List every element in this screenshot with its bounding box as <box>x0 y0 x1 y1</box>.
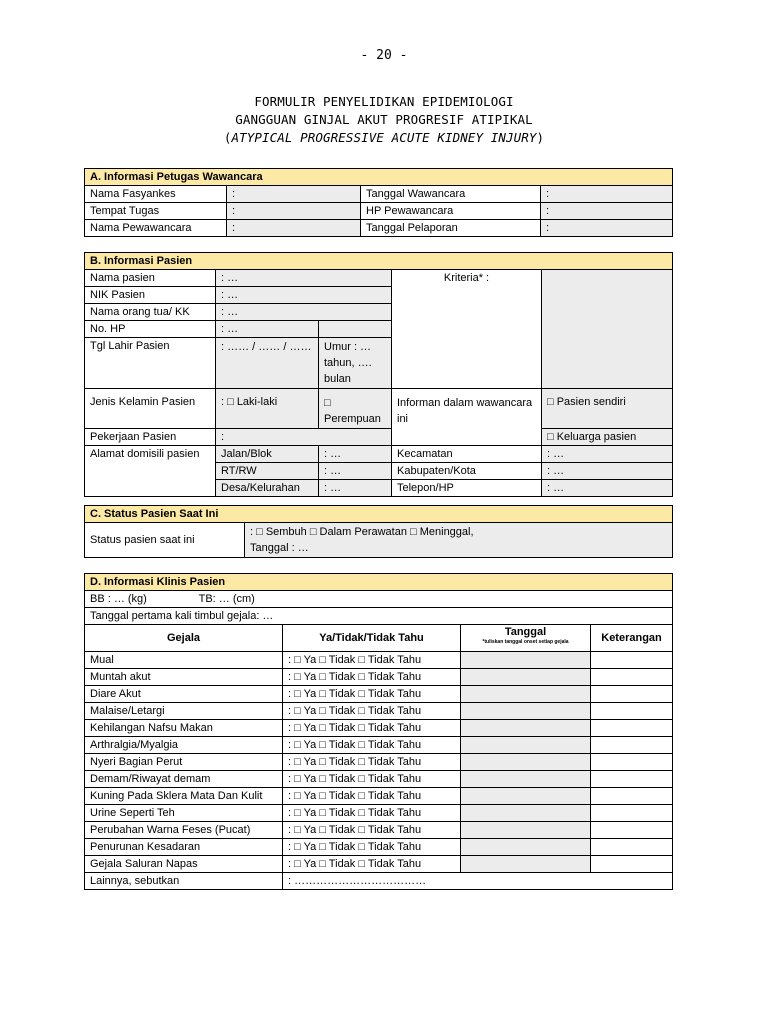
label-nama-pewawancara: Nama Pewawancara <box>85 220 227 237</box>
input-nama-pewawancara[interactable]: : <box>227 220 361 237</box>
symptom-label: Kuning Pada Sklera Mata Dan Kulit <box>85 788 283 805</box>
label-no-hp: No. HP <box>85 321 216 338</box>
symptom-keterangan-input[interactable] <box>591 788 673 805</box>
symptom-row <box>85 720 673 737</box>
section-a-table <box>84 168 673 237</box>
label-pekerjaan: Pekerjaan Pasien <box>85 429 216 446</box>
symptom-label: Nyeri Bagian Perut <box>85 754 283 771</box>
symptom-row <box>85 839 673 856</box>
label-desa: Desa/Kelurahan <box>216 480 319 497</box>
section-d-table <box>84 573 673 890</box>
symptom-answer-checkboxes[interactable]: : □ Ya □ Tidak □ Tidak Tahu <box>283 703 461 720</box>
symptom-answer-checkboxes[interactable]: : □ Ya □ Tidak □ Tidak Tahu <box>283 822 461 839</box>
symptom-label: Mual <box>85 652 283 669</box>
symptom-answer-checkboxes[interactable]: : □ Ya □ Tidak □ Tidak Tahu <box>283 720 461 737</box>
input-jalan[interactable]: : … <box>319 446 392 463</box>
checkbox-perempuan[interactable]: □ Perempuan <box>319 389 392 429</box>
symptom-keterangan-input[interactable] <box>591 805 673 822</box>
checkbox-laki-laki[interactable]: : □ Laki-laki <box>216 389 319 429</box>
input-tanggal-wawancara[interactable]: : <box>541 186 673 203</box>
symptom-tanggal-input[interactable] <box>461 703 591 720</box>
col-header-ya-tidak: Ya/Tidak/Tidak Tahu <box>283 625 461 652</box>
symptom-tanggal-input[interactable] <box>461 771 591 788</box>
form-title <box>0 93 768 147</box>
symptom-tanggal-input[interactable] <box>461 720 591 737</box>
symptom-answer-checkboxes[interactable]: : □ Ya □ Tidak □ Tidak Tahu <box>283 669 461 686</box>
input-telepon[interactable]: : … <box>542 480 673 497</box>
symptom-tanggal-input[interactable] <box>461 856 591 873</box>
symptom-keterangan-input[interactable] <box>591 856 673 873</box>
input-kriteria[interactable] <box>542 270 673 389</box>
col-header-gejala: Gejala <box>85 625 283 652</box>
symptom-label: Perubahan Warna Feses (Pucat) <box>85 822 283 839</box>
symptom-row <box>85 754 673 771</box>
symptom-tanggal-input[interactable] <box>461 754 591 771</box>
symptom-label: Demam/Riwayat demam <box>85 771 283 788</box>
section-c-table <box>84 505 673 558</box>
kriteria-cell: Kriteria* : <box>392 270 542 389</box>
symptom-keterangan-input[interactable] <box>591 703 673 720</box>
symptom-keterangan-input[interactable] <box>591 822 673 839</box>
symptom-label: Urine Seperti Teh <box>85 805 283 822</box>
symptom-label: Gejala Saluran Napas <box>85 856 283 873</box>
checkbox-keluarga-pasien[interactable]: □ Keluarga pasien <box>542 429 673 446</box>
symptom-answer-checkboxes[interactable]: : □ Ya □ Tidak □ Tidak Tahu <box>283 652 461 669</box>
symptom-row <box>85 856 673 873</box>
input-tgl-lahir[interactable]: : …… / …… / …… <box>216 338 319 389</box>
symptom-answer-checkboxes[interactable]: : □ Ya □ Tidak □ Tidak Tahu <box>283 771 461 788</box>
symptom-answer-checkboxes[interactable]: : □ Ya □ Tidak □ Tidak Tahu <box>283 856 461 873</box>
label-telepon: Telepon/HP <box>392 480 542 497</box>
title-line-1: FORMULIR PENYELIDIKAN EPIDEMIOLOGI <box>254 94 514 109</box>
title-line-2: GANGGUAN GINJAL AKUT PROGRESIF ATIPIKAL <box>235 112 533 127</box>
symptom-tanggal-input[interactable] <box>461 805 591 822</box>
title-italic: ATYPICAL PROGRESSIVE ACUTE KIDNEY INJURY <box>231 130 537 145</box>
symptom-label: Diare Akut <box>85 686 283 703</box>
symptom-row <box>85 788 673 805</box>
symptom-keterangan-input[interactable] <box>591 720 673 737</box>
input-tanggal-pelaporan[interactable]: : <box>541 220 673 237</box>
symptom-keterangan-input[interactable] <box>591 737 673 754</box>
symptom-answer-checkboxes[interactable]: : □ Ya □ Tidak □ Tidak Tahu <box>283 754 461 771</box>
label-nama-pasien: Nama pasien <box>85 270 216 287</box>
label-tempat-tugas: Tempat Tugas <box>85 203 227 220</box>
symptom-label: Penurunan Kesadaran <box>85 839 283 856</box>
page-number: - 20 - <box>360 48 408 63</box>
symptom-keterangan-input[interactable] <box>591 686 673 703</box>
symptom-label: Malaise/Letargi <box>85 703 283 720</box>
section-a-header: A. Informasi Petugas Wawancara <box>85 169 673 186</box>
label-tanggal-pelaporan: Tanggal Pelaporan <box>361 220 541 237</box>
symptom-row <box>85 771 673 788</box>
input-lainnya[interactable]: : ……………………………… <box>283 873 673 890</box>
status-pasien-options[interactable] <box>245 523 673 558</box>
label-alamat: Alamat domisili pasien <box>85 446 216 497</box>
symptom-label: Arthralgia/Myalgia <box>85 737 283 754</box>
symptom-keterangan-input[interactable] <box>591 771 673 788</box>
symptom-tanggal-input[interactable] <box>461 652 591 669</box>
input-desa[interactable]: : … <box>319 480 392 497</box>
symptom-row <box>85 805 673 822</box>
section-b-table <box>84 252 673 497</box>
symptom-row <box>85 703 673 720</box>
symptom-tanggal-input[interactable] <box>461 839 591 856</box>
label-kecamatan: Kecamatan <box>392 446 542 463</box>
symptom-answer-checkboxes[interactable]: : □ Ya □ Tidak □ Tidak Tahu <box>283 839 461 856</box>
symptom-label: Muntah akut <box>85 669 283 686</box>
label-nama-fasyankes: Nama Fasyankes <box>85 186 227 203</box>
input-umur[interactable]: Umur : … tahun, …. bulan <box>319 338 392 389</box>
symptom-label: Kehilangan Nafsu Makan <box>85 720 283 737</box>
section-c-header: C. Status Pasien Saat Ini <box>85 506 673 523</box>
section-b-header: B. Informasi Pasien <box>85 253 673 270</box>
input-pekerjaan[interactable]: : <box>216 429 392 446</box>
no-hp-extra <box>319 321 392 338</box>
section-d-header: D. Informasi Klinis Pasien <box>85 574 673 591</box>
input-nik[interactable]: : … <box>216 287 392 304</box>
col-header-tanggal-note: *tuliskan tanggal onset setiap gejala <box>482 639 569 645</box>
col-header-keterangan: Keterangan <box>591 625 673 652</box>
symptom-row <box>85 686 673 703</box>
input-nama-fasyankes[interactable]: : <box>227 186 361 203</box>
symptom-answer-checkboxes[interactable]: : □ Ya □ Tidak □ Tidak Tahu <box>283 686 461 703</box>
input-hp-pewawancara[interactable]: : <box>541 203 673 220</box>
checkbox-pasien-sendiri[interactable]: □ Pasien sendiri <box>542 389 673 429</box>
symptom-tanggal-input[interactable] <box>461 822 591 839</box>
label-rtrw: RT/RW <box>216 463 319 480</box>
symptom-answer-checkboxes[interactable]: : □ Ya □ Tidak □ Tidak Tahu <box>283 805 461 822</box>
label-tgl-lahir: Tgl Lahir Pasien <box>85 338 216 389</box>
symptom-tanggal-input[interactable] <box>461 737 591 754</box>
label-kabupaten: Kabupaten/Kota <box>392 463 542 480</box>
status-checkboxes[interactable]: : □ Sembuh □ Dalam Perawatan □ Meninggal, <box>250 526 474 538</box>
label-tanggal-wawancara: Tanggal Wawancara <box>361 186 541 203</box>
label-jalan: Jalan/Blok <box>216 446 319 463</box>
input-kabupaten[interactable]: : … <box>542 463 673 480</box>
symptom-row <box>85 669 673 686</box>
symptom-row <box>85 652 673 669</box>
symptom-answer-checkboxes[interactable]: : □ Ya □ Tidak □ Tidak Tahu <box>283 788 461 805</box>
label-jenis-kelamin: Jenis Kelamin Pasien <box>85 389 216 429</box>
symptom-keterangan-input[interactable] <box>591 839 673 856</box>
symptom-keterangan-input[interactable] <box>591 754 673 771</box>
label-informan: Informan dalam wawancara ini <box>392 389 542 446</box>
symptom-tanggal-input[interactable] <box>461 669 591 686</box>
label-status-pasien: Status pasien saat ini <box>85 523 245 558</box>
symptom-keterangan-input[interactable] <box>591 669 673 686</box>
input-no-hp[interactable]: : … <box>216 321 319 338</box>
symptom-tanggal-input[interactable] <box>461 788 591 805</box>
input-kecamatan[interactable]: : … <box>542 446 673 463</box>
symptom-keterangan-input[interactable] <box>591 652 673 669</box>
input-nama-pasien[interactable]: : … <box>216 270 392 287</box>
label-nama-ortu: Nama orang tua/ KK <box>85 304 216 321</box>
input-tempat-tugas[interactable]: : <box>227 203 361 220</box>
symptom-answer-checkboxes[interactable]: : □ Ya □ Tidak □ Tidak Tahu <box>283 737 461 754</box>
title-line-3: (ATYPICAL PROGRESSIVE ACUTE KIDNEY INJURY) <box>223 130 545 145</box>
label-lainnya: Lainnya, sebutkan <box>85 873 283 890</box>
symptom-row <box>85 822 673 839</box>
bb-tb-row[interactable]: BB : … (kg) TB: … (cm) <box>85 591 673 608</box>
input-nama-ortu[interactable]: : … <box>216 304 392 321</box>
col-header-tanggal-label: Tanggal <box>504 626 547 638</box>
tanggal-pertama-row[interactable]: Tanggal pertama kali timbul gejala: … <box>85 608 673 625</box>
status-tanggal[interactable]: Tanggal : … <box>250 542 309 554</box>
symptom-tanggal-input[interactable] <box>461 686 591 703</box>
label-nik: NIK Pasien <box>85 287 216 304</box>
symptom-row <box>85 737 673 754</box>
label-hp-pewawancara: HP Pewawancara <box>361 203 541 220</box>
input-rtrw[interactable]: : … <box>319 463 392 480</box>
col-header-tanggal <box>461 625 591 652</box>
